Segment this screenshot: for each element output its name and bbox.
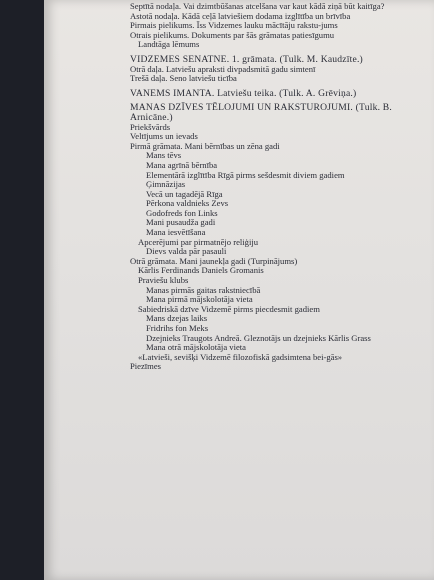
toc-entry-page: [426, 257, 434, 267]
toc-entry-page: [426, 238, 434, 248]
toc-entry-title: Praviešu klubs: [138, 275, 189, 286]
toc-entry-page: [426, 12, 434, 22]
toc-entry-title: VIDZEMES SENATNE. 1. grāmata. (Tulk. M. Kaudzīte.): [130, 53, 363, 65]
toc-entry-title: Pirmā grāmata. Mani bērnības un zēna gadi: [130, 140, 280, 151]
toc-entry-title: MANAS DZĪVES TĒLOJUMI UN RAKSTUROJUMI. (Tulk. B. Arnicāne.): [130, 102, 392, 123]
toc-entry-title: Trešā daļa. Seno latviešu ticība: [130, 73, 237, 84]
toc-entry-title: Otrais pielikums. Dokuments par šās grāmatas patiesīgumu: [130, 29, 335, 40]
toc-entry-page: [426, 89, 434, 99]
toc-entry-title: Mans tēvs: [146, 150, 182, 161]
table-of-contents: [130, 2, 434, 372]
toc-entry: [130, 353, 434, 363]
toc-entry-page: [426, 286, 434, 296]
toc-entry-title: Mana iesvētīšana: [146, 227, 206, 238]
toc-entry-title: Mana otrā mājskolotāja vieta: [146, 342, 246, 353]
toc-entry-title: Priekšvārds: [130, 121, 171, 132]
toc-entry-page: [426, 151, 434, 161]
book-page: [44, 0, 434, 580]
toc-entry-page: [426, 247, 434, 257]
toc-entry-page: [426, 324, 434, 334]
toc-entry-title: Mans dzejas laiks: [146, 313, 208, 324]
toc-entry-page: [426, 74, 434, 84]
toc-entry-title: Elementārā izglītība Rīgā pirms sešdesmit diviem gadiem: [146, 169, 345, 180]
toc-entry-page: [426, 180, 434, 190]
toc-entry-page: [426, 190, 434, 200]
toc-entry-page: [426, 31, 434, 41]
toc-entry-title: Otrā daļa. Latviešu apraksti divpadsmitā gadu simtenī: [130, 63, 316, 74]
toc-entry-title: Ģimnāzijas: [146, 179, 186, 190]
toc-entry-title: Astotā nodaļa. Kādā ceļā latviešiem dodama izglītība un brīvība: [130, 10, 351, 21]
toc-entry-page: [426, 276, 434, 286]
toc-entry-page: [426, 343, 434, 353]
toc-entry-title: Piezīmes: [130, 361, 162, 372]
toc-entry-page: [426, 209, 434, 219]
toc-entry-title: Kārlis Ferdinands Daniels Gromanis: [138, 265, 264, 276]
toc-entry: [130, 89, 434, 99]
toc-entry-page: [426, 132, 434, 142]
toc-entry: [130, 40, 434, 50]
toc-entry-page: [426, 171, 434, 181]
toc-entry-page: [426, 142, 434, 152]
toc-entry-page: [426, 228, 434, 238]
toc-entry-title: VANEMS IMANTA. Latviešu teika. (Tulk. A. Grēviņa.): [130, 87, 357, 99]
toc-entry-page: [426, 353, 434, 363]
toc-entry-title: Dzejnieks Traugots Andreā. Gleznotājs un dzejnieks Kārlis Grass: [146, 332, 371, 343]
toc-entry-page: [426, 65, 434, 75]
toc-entry-title: Manas pirmās gaitas rakstniecībā: [146, 284, 261, 295]
toc-entry-page: [426, 218, 434, 228]
toc-entry-title: Landtāga lēmums: [138, 39, 200, 50]
toc-entry-page: [426, 362, 434, 372]
toc-entry-title: Dievs valda pār pasauli: [146, 246, 227, 257]
toc-entry-title: Fridrihs fon Meks: [146, 323, 209, 333]
toc-entry-page: [426, 199, 434, 209]
toc-entry-page: [426, 334, 434, 344]
toc-entry-title: Apcerējumi par pirmatnējo reliģiju: [138, 236, 259, 247]
toc-entry-title: Otrā grāmata. Mani jaunekļa gadi (Turpinājums): [130, 255, 298, 266]
toc-entry-title: Vecā un tagadējā Rīga: [146, 188, 223, 199]
toc-entry: [130, 103, 434, 122]
toc-entry-page: [426, 21, 434, 31]
toc-entry-page: [426, 305, 434, 315]
toc-entry-page: [426, 123, 434, 133]
toc-entry-title: Mana agrīnā bērnība: [146, 159, 218, 170]
toc-entry-page: [426, 314, 434, 324]
toc-entry-page: [426, 266, 434, 276]
toc-entry-title: Mani pusaudža gadi: [146, 217, 216, 228]
toc-entry-page: [426, 161, 434, 171]
toc-entry-page: [426, 295, 434, 305]
toc-entry-title: Pirmais pielikums. Īss Vidzemes lauku mācītāju rakstu-jums: [130, 20, 338, 31]
toc-entry: [130, 362, 434, 372]
toc-entry-title: «Latvieši, sevišķi Vidzemē filozofiskā gadsimtena bei-gās»: [138, 351, 343, 362]
toc-entry-title: Septītā nodaļa. Vai dzimtbūšanas atcelšana var kaut kādā ziņā būt kaitīga?: [130, 1, 385, 11]
toc-entry-page: [426, 40, 434, 50]
toc-entry-title: Mana pirmā mājskolotāja vieta: [146, 294, 253, 305]
toc-entry-title: Veltījums un ievads: [130, 131, 198, 142]
toc-entry-title: Sabiedriskā dzīve Vidzemē pirms piecdesmit gadiem: [138, 303, 320, 314]
toc-entry: [130, 74, 434, 84]
toc-entry-title: Godofreds fon Links: [146, 207, 218, 218]
toc-entry-title: Pērkona valdnieks Zevs: [146, 198, 229, 209]
